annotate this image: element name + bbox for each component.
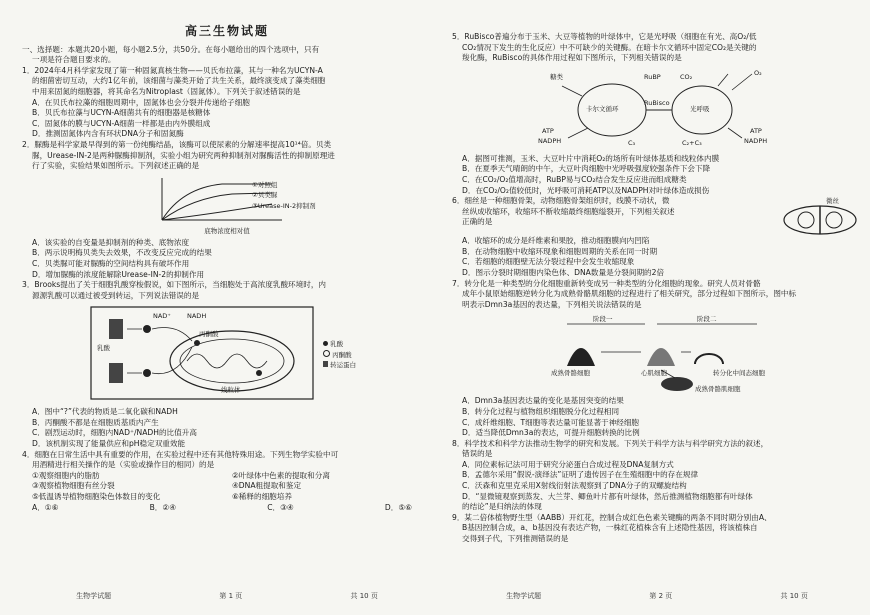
- q3-legend: [323, 339, 356, 371]
- q3-option-c: C．剧烈运动时，细胞内NAD⁺/NADH的比值升高: [32, 428, 197, 438]
- q3-option-a: A．图中“?”代表的物质是二氧化碳和NADH: [32, 407, 178, 417]
- page-footer-left: [22, 591, 432, 602]
- q5-label-atp-left: ATP: [542, 126, 554, 135]
- q4-option-c: C．③④: [267, 502, 294, 512]
- q2-option-b: B．两示说明梅贝类失去效果，不改变反应完成的结果: [32, 248, 212, 258]
- q2-option-c: C．贝类脲可能对脲酶的空间结构具有破坏作用: [32, 258, 190, 268]
- q6-option-a: A．收缩环的成分是纤维素和果胶，推动细胞膜向内凹陷: [462, 236, 650, 246]
- q5-label-o2: O₂: [754, 68, 762, 77]
- q5-stem-3: 羧化酶，RuBisco的具体作用过程如下图所示，下列相关错误的是: [462, 53, 682, 63]
- q5-label-sugar: 糖类: [550, 72, 563, 81]
- q5-stem: 5．RuBisco普遍分布于玉米、大豆等植物的叶绿体中，它是光呼吸（细胞在有光、高O₂/低: [452, 32, 757, 41]
- q7-cell-label-4: 成熟骨骼肌细胞: [695, 385, 741, 394]
- exam-page-right: [452, 10, 862, 602]
- q5-label-nadph-right: NADPH: [744, 136, 768, 145]
- q4-item-6: ⑥稀释的细胞培养: [232, 492, 292, 502]
- q3-label-mitochondrion: 线粒体: [221, 386, 241, 395]
- q5-label-photorespiration: 光呼吸: [690, 104, 710, 113]
- q1-stem-2: 的细菌密切互动，大约1亿年前，该细菌与藻类开始了共生关系，最终演变成了藻类细胞: [32, 76, 326, 86]
- q2-legend-1: ①对照组: [252, 180, 278, 189]
- exam-title: 高三生物试题: [184, 24, 269, 38]
- footer-left-subject: 生物学试题: [76, 592, 112, 601]
- q5-option-c: C．在CO₂/O₂值增高时，RuBP易与CO₂结合发生反应进而组成糖类: [462, 174, 687, 184]
- q5-label-co2: CO₂: [680, 72, 693, 81]
- q9-stem-2: B基因控制合成，a、b基因没有表达产物，一株红花植株含有上述隐性基因，将该植株自: [462, 523, 758, 533]
- section-heading: 一、选择题：本题共20小题，每小题2.5分，共50分。在每小题给出的四个选项中，只有: [22, 44, 320, 54]
- footer-right-total: 共 10 页: [780, 592, 808, 601]
- q6-stem-2: 丝纵成收缩环，收缩环不断收缩最终细胞缢裂开，下列相关叙述: [462, 206, 675, 216]
- q8-stem: 8．科学技术和科学方法推动生物学的研究和发展。下列关于科学方法与科学研究方法的叙述，: [452, 438, 769, 448]
- q2-stem-3: 行了实验，实验结果如图所示。下列叙述正确的是: [32, 161, 200, 171]
- q9-stem-3: 交得到子代，下列推测错误的是: [462, 534, 569, 544]
- q2-legend-2: ②贝类脲: [252, 191, 278, 200]
- footer-left-page: 第 1 页: [219, 592, 243, 601]
- q7-stem: 7．转分化是一种类型的分化细胞重新转变成另一种类型的分化细胞的现象。研究人员对骨骼: [452, 278, 761, 288]
- footer-left-total: 共 10 页: [350, 592, 378, 601]
- q2-stem: 2．脲酶是科学家最早得到的第一份纯酶结晶，该酶可以使尿素的分解速率提高10¹⁴倍。贝类: [22, 139, 332, 149]
- q6-option-b: B．在动物细胞中收缩环现象和细胞周期的关系在同一时期: [462, 246, 658, 256]
- q1-option-d: D．推测固氮体内含有环状DNA分子和固氮酶: [32, 129, 184, 139]
- q4-item-1: ①观察细胞内的脂肪: [32, 470, 100, 480]
- q7-option-d: D．适当降低Dmn3a的表达，可提升细胞转换的比例: [462, 428, 640, 438]
- q5-label-atp-right: ATP: [750, 126, 762, 135]
- q3-legend-lactate: 乳酸: [330, 340, 344, 349]
- q3-label-lactate: 乳酸: [97, 344, 110, 353]
- q3-figure: [87, 303, 367, 405]
- q2-option-a: A．该实验的自变量是抑制剂的种类、底物浓度: [32, 237, 190, 247]
- q5-option-d: D．在CO₂/O₂值较低时，光呼吸可消耗ATP以及NADPH对叶绿体造成损伤: [462, 185, 710, 195]
- q1-option-a: A．在贝氏布拉藻的细胞周期中，固氮体也会分裂并传递给子细胞: [32, 97, 250, 107]
- footer-right-page: 第 2 页: [649, 592, 673, 601]
- q3-legend-pyruvate: 丙酮酸: [332, 350, 352, 359]
- q2-option-d: D．增加脲酶的浓度能解除Urease-IN-2的抑制作用: [32, 269, 205, 279]
- q8-option-d: D．“显微镜观察到蒸发、大兰芽、鲫鱼叶片都有叶绿体，然后推测植物细胞都有叶绿体: [462, 491, 753, 501]
- q4-option-a: A．①⑥: [32, 502, 59, 512]
- q8-option-b: B．孟德尔采用“假说-演绎法”证明了遗传因子在生殖细胞中的存在规律: [462, 470, 699, 480]
- q6-dividing-cell-diagram: [778, 196, 862, 236]
- q7-stem-2: 成年小鼠原始细胞逆转分化为成熟骨骼肌细胞的过程进行了相关研究，部分过程如下图所示，图中标: [462, 289, 797, 299]
- q4-item-4: ④DNA粗提取和鉴定: [232, 481, 302, 491]
- q5-label-nadph-left: NADPH: [538, 136, 562, 145]
- q8-option-c: C．沃森和克里克采用X射线衍射法观察到了DNA分子的双螺旋结构: [462, 481, 687, 491]
- q1-stem: 1．2024年4月科学家发现了第一种固氮真核生物——贝氏布拉藻，其与一种名为UCYN-A: [22, 65, 323, 75]
- q3-label-nad: NAD⁺: [153, 312, 171, 321]
- q5-stem-2: CO₂情况下发生的生化反应）中不可缺少的关键酶。在暗卡尔文循环中固定CO₂是关键的: [462, 42, 757, 52]
- q3-stem-2: 源源乳酸可以通过被受到转运，下列说法错误的是: [32, 290, 200, 300]
- q8-stem-2: 错误的是: [462, 449, 493, 459]
- q2-xlabel: 底物浓度相对值: [204, 226, 250, 235]
- q1-stem-3: 中用来固氮的细胞器，将其命名为Nitroplast（固氮体）。下列关于叙述错误的是: [32, 86, 301, 96]
- q4-options: [22, 503, 432, 514]
- q6-option-d: D．图示分裂时期细胞内染色体、DNA数量是分裂间期的2倍: [462, 267, 665, 277]
- q8-option-a: A．同位素标记法可用于研究分泌蛋白合成过程及DNA复制方式: [462, 459, 674, 469]
- q7-cell-label-2: 心肌细胞: [641, 369, 667, 378]
- q6-figure: [778, 196, 862, 236]
- q7-option-c: C．成纤维细胞、T细胞等表达量可能显著于神经细胞: [462, 417, 640, 427]
- footer-right-subject: 生物学试题: [506, 592, 542, 601]
- exam-page-left: [22, 10, 432, 602]
- q6-option-c: C．若细胞的细胞壁无法分裂过程中会发生收缩现象: [462, 257, 635, 267]
- q7-option-a: A．Dmn3a基因表达量的变化是基因突变的结果: [462, 396, 624, 406]
- q1-option-b: B．贝氏布拉藻与UCYN-A细菌共有的细胞器是核糖体: [32, 108, 211, 118]
- q3-legend-transporter: 转运蛋白: [330, 361, 357, 370]
- q7-figure: [527, 312, 787, 394]
- q2-legend-3: ③Urease-IN-2抑制剂: [252, 201, 316, 210]
- q4-item-5: ⑤低温诱导植物细胞染色体数目的变化: [32, 492, 161, 502]
- q7-phase-2: 阶段二: [697, 315, 717, 324]
- section-heading-cont: 一项是符合题目要求的。: [32, 55, 116, 65]
- q2-stem-2: 脲，Urease-IN-2是两种脲酶抑制剂，实验小组为研究两种抑制剂对脲酶活性的抑制原理进: [32, 150, 335, 160]
- q4-item-2: ②叶绿体中色素的提取和分离: [232, 470, 330, 480]
- q4-item-3: ③观察植物细胞有丝分裂: [32, 481, 115, 491]
- q7-option-b: B．转分化过程与植物组织细胞脱分化过程相同: [462, 406, 620, 416]
- q9-stem: 9．某二倍体植物野生型（AABB）开红花，控制合成红色色素关键酶的两条不同时期分别由A、: [452, 512, 772, 522]
- q5-option-a: A．据图可推测，玉米、大豆叶片中消耗O₂的场所有叶绿体基质和线粒体内膜: [462, 153, 720, 163]
- q6-label-microfilament: 微丝: [826, 197, 839, 206]
- q6-stem: 6．细丝是一种细胞骨架，动物细胞骨架组织时，线膜不动状，微: [452, 196, 670, 206]
- q2-figure: [132, 174, 322, 236]
- q6-block: [452, 196, 862, 236]
- q1-option-c: C．固氮体的膜与UCYN-A细菌一样都是由内外膜组成: [32, 118, 211, 128]
- q6-stem-3: 正确的是: [462, 217, 493, 227]
- q5-label-c3: C₃: [628, 138, 636, 147]
- q7-transdifferentiation-diagram: [527, 312, 787, 394]
- q3-option-d: D．该机制实现了能量供应和pH稳定双重效能: [32, 439, 186, 449]
- q3-label-pyruvate: 丙酮酸: [199, 330, 219, 339]
- q4-option-b: B．②④: [149, 502, 177, 512]
- q7-cell-label-3: 转分化中间态细胞: [713, 369, 765, 378]
- q3-stem: 3．Brooks提出了关于细胞乳酸穿梭假说，如下图所示，当细胞处于高浓度乳酸环境时，内: [22, 280, 327, 290]
- q5-figure: [532, 66, 782, 152]
- q4-items: [22, 471, 432, 503]
- q5-option-b: B．在夏季天气晴朗的中午，大豆叶肉细胞中光呼吸强度较强条件下会下降: [462, 164, 711, 174]
- q7-phase-1: 阶段一: [593, 315, 613, 324]
- q4-stem-2: 用酒精进行相关操作的是（实验或操作目的相同）的是: [32, 460, 215, 470]
- q5-label-rubp: RuBP: [644, 72, 661, 81]
- q3-option-b: B．丙酮酸不都是在细胞质基质内产生: [32, 417, 159, 427]
- q4-stem: 4．细胞在日常生活中具有重要的作用，在实验过程中还有其他特殊用途。下列生物学实验中可: [22, 449, 339, 459]
- q5-label-rubisco: RuBisco: [644, 98, 670, 107]
- q3-label-nadh: NADH: [187, 312, 207, 321]
- page-footer-right: [452, 591, 862, 602]
- q5-label-c2-c3: C₂+C₃: [682, 138, 702, 147]
- q7-cell-label-1: 成熟骨骼细胞: [551, 369, 590, 378]
- q8-option-d-cont: 的结论”是归纳法的体现: [462, 502, 542, 512]
- q7-stem-3: 明表示Dmn3a基因的表达量，下列相关说法错误的是: [462, 299, 642, 309]
- q4-option-d: D．⑤⑥: [384, 502, 412, 512]
- q5-label-calvin: 卡尔文循环: [586, 104, 619, 113]
